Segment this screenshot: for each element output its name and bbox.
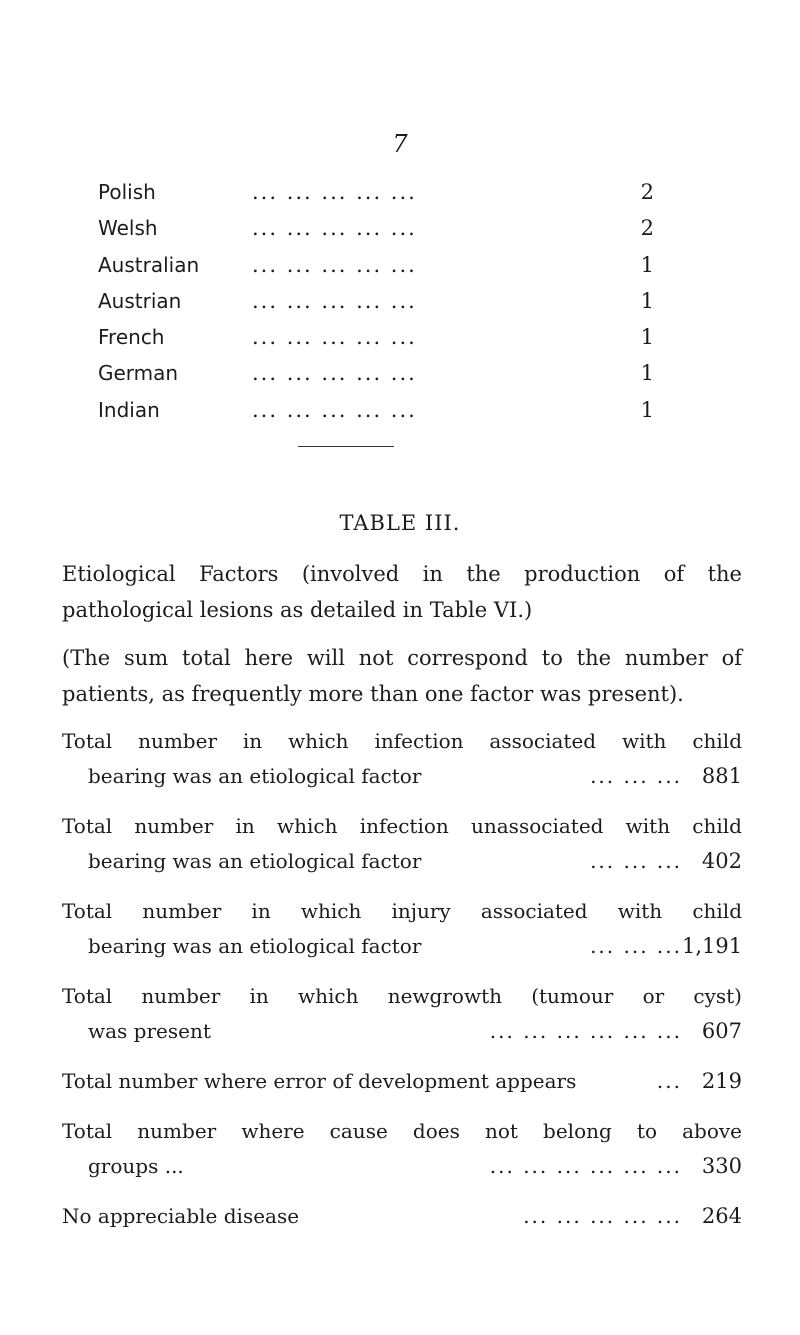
nationality-count: 2 <box>640 216 654 241</box>
factor-text: Total number in which infection unassociated with child <box>62 814 742 838</box>
factor-line <box>62 929 742 964</box>
factor-item <box>62 1114 742 1184</box>
factor-count: 330 <box>701 1154 742 1178</box>
nationality-count: 1 <box>640 288 654 313</box>
factor-item <box>62 894 742 964</box>
list-item <box>98 361 654 397</box>
factor-item <box>62 979 742 1049</box>
nationality-count: 2 <box>640 180 654 204</box>
nationality-name: Australian <box>98 252 200 277</box>
dot-leader: ... ... ... ... ... <box>252 180 417 204</box>
dot-leader: ... ... ... ... ... <box>252 288 417 313</box>
factor-text: Total number in which infection associated with child <box>62 729 742 753</box>
factor-count: 1,191 <box>682 934 743 958</box>
nationality-count: 1 <box>640 361 654 386</box>
list-item <box>98 253 654 289</box>
list-item <box>98 398 654 434</box>
factor-text-cont: bearing was an etiological factor <box>88 934 422 958</box>
factor-text-cont: bearing was an etiological factor <box>88 849 422 873</box>
nationality-count: 1 <box>640 325 654 350</box>
nationality-count: 1 <box>640 397 654 422</box>
nationality-count: 1 <box>640 252 654 277</box>
intro-note: (The sum total here will not correspond to the number of patients, as frequently more than one factor was present). <box>62 646 742 706</box>
nationality-name: Austrian <box>98 288 182 313</box>
factor-line <box>62 1149 742 1184</box>
factor-line <box>62 759 742 794</box>
list-item <box>98 216 654 252</box>
table-title: TABLE III. <box>339 511 461 535</box>
list-item <box>98 180 654 216</box>
dot-leader: ... ... ... ... ... ... <box>489 1154 682 1178</box>
dot-leader: ... ... ... ... ... <box>252 325 417 350</box>
dot-leader: ... ... ... <box>590 764 682 788</box>
page-number: 7 <box>392 130 408 158</box>
section-divider <box>298 446 394 447</box>
factor-text: No appreciable disease <box>62 1204 300 1228</box>
factor-line <box>62 1014 742 1049</box>
nationality-name: French <box>98 325 165 350</box>
dot-leader: ... ... ... ... ... <box>252 216 417 241</box>
nationality-name: Polish <box>98 180 156 204</box>
list-item <box>98 325 654 361</box>
factor-count: 881 <box>701 764 742 788</box>
factor-item <box>62 1064 742 1099</box>
dot-leader: ... ... ... ... ... <box>252 361 417 386</box>
nationality-name: Welsh <box>98 216 158 241</box>
nationality-list <box>98 180 654 434</box>
list-item <box>98 289 654 325</box>
dot-leader: ... ... ... <box>590 849 682 873</box>
factor-count: 264 <box>701 1204 742 1228</box>
factor-text-cont: bearing was an etiological factor <box>88 764 422 788</box>
dot-leader: ... ... ... ... ... ... <box>489 1019 682 1043</box>
factor-text: Total number in which injury associated with child <box>62 899 742 923</box>
dot-leader: ... ... ... ... ... <box>252 397 417 422</box>
factor-item <box>62 724 742 794</box>
factor-item <box>62 809 742 879</box>
factor-count: 219 <box>701 1069 742 1093</box>
factor-text: Total number where cause does not belong to above <box>62 1119 742 1143</box>
nationality-name: Indian <box>98 397 160 422</box>
intro-paragraph: Etiological Factors (involved in the production of the pathological lesions as detailed in Table VI.) <box>62 562 742 622</box>
dot-leader: ... <box>656 1069 682 1093</box>
factor-text: Total number where error of development appears <box>62 1069 577 1093</box>
dot-leader: ... ... ... <box>590 934 682 958</box>
nationality-name: German <box>98 361 179 386</box>
factor-count: 607 <box>701 1019 742 1043</box>
factor-text: Total number in which newgrowth (tumour or cyst) <box>62 984 742 1008</box>
factor-item <box>62 1199 742 1234</box>
dot-leader: ... ... ... ... ... <box>252 252 417 277</box>
factor-text-cont: was present <box>88 1019 211 1043</box>
dot-leader: ... ... ... ... ... <box>523 1204 682 1228</box>
factor-line <box>62 844 742 879</box>
factor-count: 402 <box>701 849 742 873</box>
factor-text-cont: groups ... <box>88 1154 184 1178</box>
